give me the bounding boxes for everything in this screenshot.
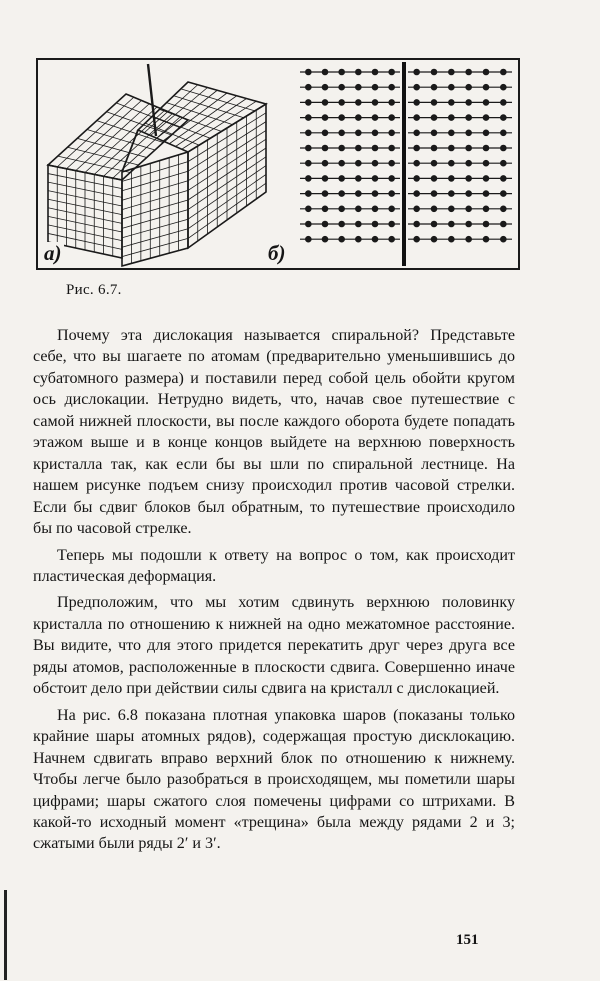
body-text (33, 325, 515, 855)
paragraph: На рис. 6.8 показана плотная упаковка шаров (показаны только крайние шары атомных рядов), содержащая простую дисклокацию. Начнем сдвигать вправо верхний блок по отношению к нижнему. Чтобы легче было разобраться в происходящем, мы пометили шары цифрами; шары сжатого слоя помечены цифрами со штрихами. В какой-то исходный момент «трещина» была между рядами 2 и 3; сжатыми были ряды 2′ и 3′. (33, 706, 515, 853)
figure-6-7 (36, 58, 520, 270)
paragraph: Предположим, что мы хотим сдвинуть верхнюю половинку кристалла по отношению к нижней на одно межатомное расстояние. Вы видите, что для этого придется перекатить друг через друга все ряды атомов, расположенные в плоскости сдвига. Совершенно иначе обстоит дело при действии силы сдвига на кристалл с дислокацией. (33, 594, 515, 698)
paragraph: Теперь мы подошли к ответу на вопрос о том, как происходит пластическая деформация. (33, 546, 515, 585)
paragraph: Почему эта дислокация называется спиральной? Представьте себе, что вы шагаете по атомам (предварительно уменьшившись до субатомного размера) и поставили перед собой цель обойти кругом ось дислокации. Нетрудно видеть, что, начав свое путешествие с самой нижней плоскости, вы после каждого оборота будете попадать этажом выше и в конце концов выйдете на верхнюю поверхность кристалла так, как если бы вы шли по спиральной лестнице. На нашем рисунке подъем снизу происходил против часовой стрелки. Если бы сдвиг блоков был обратным, то путешествие происходило бы по часовой стрелке. (33, 327, 515, 538)
scan-edge-mark (4, 890, 7, 980)
figure-caption: Рис. 6.7. (66, 282, 122, 298)
figure-label-a: а) (44, 241, 62, 265)
figure-label-b: б) (268, 241, 286, 265)
crystal-illustration (38, 60, 518, 268)
crystal-block-drawing (48, 64, 266, 266)
page-number: 151 (456, 932, 479, 948)
